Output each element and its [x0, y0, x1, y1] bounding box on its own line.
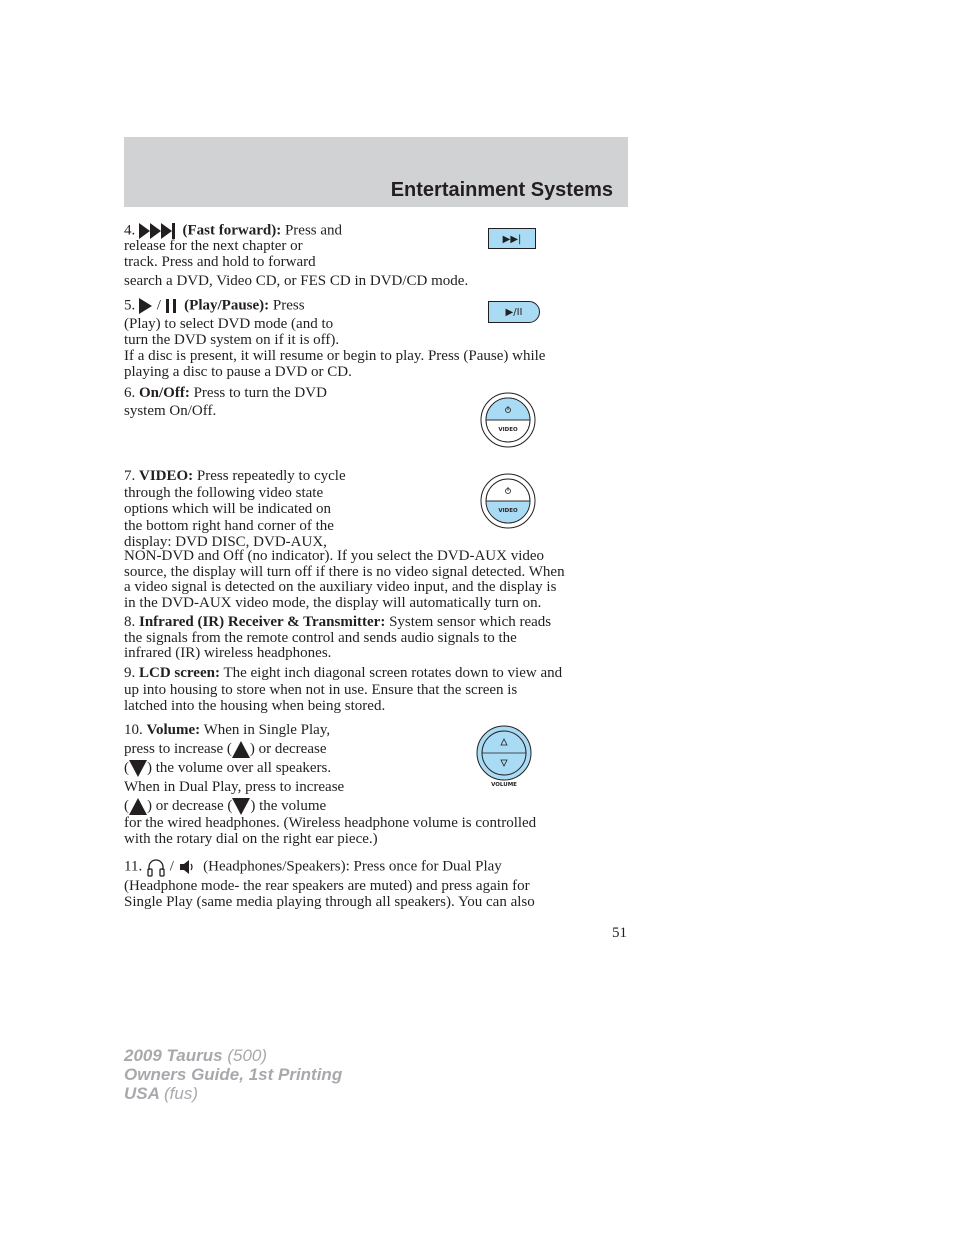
item-text: Single Play (same media playing through all speakers). You can also — [124, 893, 535, 910]
item-text-wide — [124, 349, 630, 380]
footer-model-code: (500) — [227, 1046, 268, 1065]
power-video-button-video-highlight — [480, 473, 536, 529]
item-text: (Headphone mode- the rear speakers are muted) and press again for — [124, 878, 530, 894]
footer-region-code: (fus) — [164, 1084, 198, 1103]
section-header — [124, 137, 628, 207]
item-text: (Play) to select DVD mode (and to — [124, 316, 334, 332]
item-text: (Headphones/Speakers): Press once for Dual Play — [203, 858, 502, 875]
item-text: in the DVD-AUX video mode, the display will automatically turn on. — [124, 594, 542, 611]
item-volume — [124, 721, 379, 816]
item-label: (Fast forward): — [182, 222, 282, 239]
video-button-label: VIDEO — [498, 508, 518, 514]
play-icon — [139, 298, 153, 314]
item-text: playing a disc to pause a DVD or CD. — [124, 363, 352, 380]
item-text: ) or decrease ( — [147, 798, 233, 814]
item-label: On/Off: — [139, 385, 190, 401]
item-text: search a DVD, Video CD, or FES CD in DVD/CD mode. — [124, 273, 469, 289]
item-text: NON-DVD and Off (no indicator). If you select the DVD-AUX video — [124, 548, 545, 564]
item-text: track. Press and hold to forward — [124, 253, 316, 270]
item-text: ( — [124, 760, 129, 776]
item-text: ) the volume — [250, 798, 327, 814]
item-text-wide — [124, 274, 630, 290]
play-pause-button — [488, 301, 540, 323]
volume-button — [476, 724, 532, 790]
item-text: When in Dual Play, press to increase — [124, 779, 345, 795]
pause-icon — [165, 299, 177, 313]
item-text: Press and — [284, 222, 343, 239]
arrow-up-icon — [232, 741, 250, 758]
item-on-off — [124, 386, 379, 419]
item-text: a video signal is detected on the auxiliary video input, and the display is — [124, 579, 557, 595]
video-button-label: VIDEO — [498, 427, 518, 433]
speaker-icon — [178, 858, 196, 876]
item-number: 10. — [124, 722, 143, 738]
item-number: 5. — [124, 297, 136, 314]
slash: / — [169, 858, 174, 875]
footer-guide: Owners Guide, 1st Printing — [124, 1065, 343, 1084]
item-text: turn the DVD system on if it is off). — [124, 331, 340, 348]
item-text: ( — [124, 798, 129, 814]
item-text: for the wired headphones. (Wireless headphone volume is controlled — [124, 815, 537, 831]
item-text: up into housing to store when not in use. Ensure that the screen is — [124, 681, 518, 698]
item-number: 6. — [124, 385, 136, 401]
item-number: 11. — [124, 858, 143, 875]
fast-forward-icon — [139, 223, 175, 239]
item-text: Press to turn the DVD — [193, 385, 327, 401]
item-label: Volume: — [146, 722, 201, 738]
item-text-wide — [124, 549, 634, 611]
item-text: options which will be indicated on — [124, 501, 332, 517]
item-text: Press repeatedly to cycle — [196, 468, 346, 484]
item-text: infrared (IR) wireless headphones. — [124, 645, 332, 661]
item-ir — [124, 615, 630, 662]
item-text: latched into the housing when being stored. — [124, 698, 386, 714]
item-label: (Play/Pause): — [184, 297, 270, 314]
item-text: display: DVD DISC, DVD-AUX, — [124, 534, 327, 550]
item-fast-forward — [124, 223, 379, 270]
item-text: press to increase ( — [124, 741, 232, 757]
item-text: If a disc is present, it will resume or begin to play. Press (Pause) while — [124, 348, 546, 364]
footer-region: USA — [124, 1084, 160, 1103]
item-text: release for the next chapter or — [124, 238, 303, 254]
arrow-up-icon — [129, 798, 147, 815]
item-text: The eight inch diagonal screen rotates down to view and — [223, 665, 563, 681]
page-number: 51 — [612, 925, 627, 941]
item-video — [124, 469, 379, 551]
button-glyph: ▶▶| — [502, 234, 522, 245]
item-lcd — [124, 666, 630, 715]
footer — [124, 1046, 342, 1103]
fast-forward-button — [488, 228, 536, 249]
item-text: the signals from the remote control and sends audio signals to the — [124, 629, 517, 646]
item-text-wide — [124, 816, 630, 847]
headphones-icon — [146, 857, 166, 877]
arrow-down-icon — [232, 798, 250, 815]
item-text: ) or decrease — [249, 741, 327, 757]
item-text: with the rotary dial on the right ear piece.) — [124, 830, 378, 847]
footer-model: 2009 Taurus — [124, 1046, 223, 1065]
slash: / — [156, 297, 161, 314]
arrow-down-icon — [129, 760, 147, 777]
item-play-pause — [124, 298, 379, 348]
item-text: ) the volume over all speakers. — [147, 760, 332, 776]
item-label: VIDEO: — [139, 468, 194, 484]
item-text: the bottom right hand corner of the — [124, 517, 334, 534]
item-number: 8. — [124, 614, 136, 630]
item-text: source, the display will turn off if there is no video signal detected. When — [124, 563, 565, 580]
item-number: 7. — [124, 468, 136, 484]
section-title: Entertainment Systems — [390, 179, 613, 201]
power-video-button-power-highlight — [480, 392, 536, 448]
item-label: Infrared (IR) Receiver & Transmitter: — [139, 614, 386, 630]
item-label: LCD screen: — [139, 665, 220, 681]
item-headphones — [124, 857, 630, 910]
item-text: system On/Off. — [124, 402, 217, 419]
item-text: through the following video state — [124, 484, 324, 501]
item-text: When in Single Play, — [203, 722, 331, 738]
volume-button-label: VOLUME — [491, 782, 517, 788]
item-text: System sensor which reads — [389, 614, 552, 630]
item-number: 9. — [124, 665, 136, 681]
button-glyph: ▶/II — [505, 307, 523, 318]
item-text: Press — [272, 297, 305, 314]
item-number: 4. — [124, 222, 136, 239]
